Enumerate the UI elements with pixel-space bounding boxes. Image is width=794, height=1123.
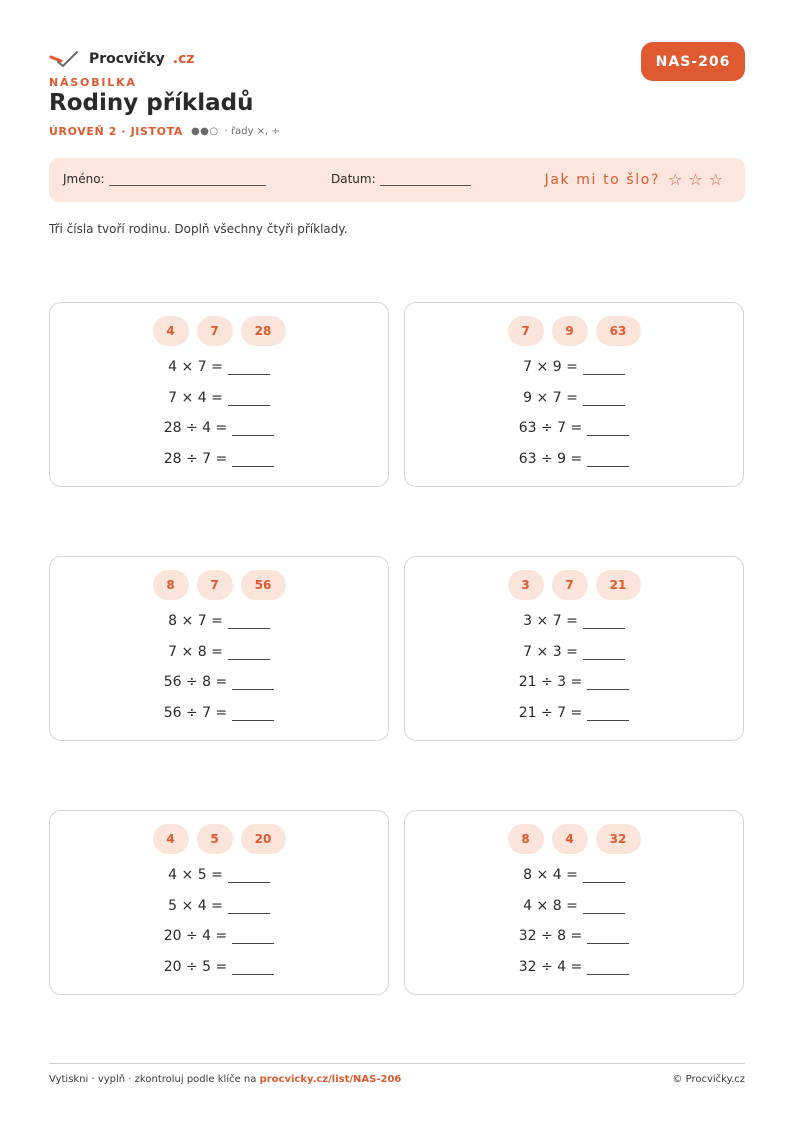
equation-text: 7 × 3 = xyxy=(523,644,578,660)
equation-text: 32 ÷ 8 = xyxy=(518,928,583,944)
equation-text: 9 × 7 = xyxy=(523,390,578,406)
equation-text: 21 ÷ 3 = xyxy=(518,674,583,690)
level-dots: ●●○ xyxy=(190,126,219,137)
answer-blank[interactable] xyxy=(232,455,274,467)
date-label: Datum: xyxy=(331,172,376,186)
family-number: 9 xyxy=(552,316,588,346)
equation-text: 3 × 7 = xyxy=(523,613,578,629)
answer-blank[interactable] xyxy=(587,709,629,721)
footer-instructions xyxy=(49,1074,401,1085)
equation xyxy=(405,420,743,436)
equation xyxy=(50,451,388,467)
answer-blank[interactable] xyxy=(232,424,274,436)
family-number: 21 xyxy=(596,570,641,600)
brand-tld: .cz xyxy=(172,51,195,67)
equation-text: 28 ÷ 7 = xyxy=(163,451,228,467)
answer-blank[interactable] xyxy=(583,617,625,629)
equation xyxy=(50,705,388,721)
family-card xyxy=(49,810,389,995)
equation-text: 56 ÷ 8 = xyxy=(163,674,228,690)
family-number: 8 xyxy=(508,824,544,854)
equation xyxy=(405,359,743,375)
equation-text: 32 ÷ 4 = xyxy=(518,959,583,975)
self-assessment-label: Jak mi to šlo? xyxy=(544,171,660,188)
answer-blank[interactable] xyxy=(583,902,625,914)
family-card xyxy=(49,302,389,487)
family-number: 5 xyxy=(197,824,233,854)
equation xyxy=(50,898,388,914)
answer-blank[interactable] xyxy=(583,871,625,883)
equation-text: 56 ÷ 7 = xyxy=(163,705,228,721)
brand-name: Procvičky xyxy=(89,51,165,67)
equation-text: 4 × 5 = xyxy=(168,867,223,883)
answer-blank[interactable] xyxy=(587,963,629,975)
family-number: 7 xyxy=(508,316,544,346)
answer-blank[interactable] xyxy=(583,394,625,406)
equation xyxy=(405,959,743,975)
date-field xyxy=(331,172,471,186)
name-field xyxy=(63,172,266,186)
answer-blank[interactable] xyxy=(587,678,629,690)
star-rating-icon[interactable]: ☆☆☆ xyxy=(667,170,729,189)
family-card xyxy=(404,556,744,741)
level-line xyxy=(49,125,280,138)
family-number: 4 xyxy=(552,824,588,854)
answer-blank[interactable] xyxy=(583,363,625,375)
equation xyxy=(50,928,388,944)
equation xyxy=(50,867,388,883)
level-label: ÚROVEŇ 2 · JISTOTA xyxy=(49,125,183,138)
answer-blank[interactable] xyxy=(232,709,274,721)
answer-blank[interactable] xyxy=(587,424,629,436)
name-line[interactable] xyxy=(109,174,266,186)
equation-text: 4 × 8 = xyxy=(523,898,578,914)
equation-text: 63 ÷ 7 = xyxy=(518,420,583,436)
family-number: 63 xyxy=(596,316,641,346)
equation xyxy=(405,644,743,660)
family-number: 4 xyxy=(153,824,189,854)
equation xyxy=(50,420,388,436)
family-card xyxy=(49,556,389,741)
family-card xyxy=(404,810,744,995)
equation xyxy=(50,359,388,375)
category-kicker: NÁSOBILKA xyxy=(49,76,137,89)
answer-blank[interactable] xyxy=(228,902,270,914)
number-family xyxy=(405,824,743,854)
answer-blank[interactable] xyxy=(228,394,270,406)
footer-text: Vytiskni · vyplň · zkontroluj podle klíče na xyxy=(49,1074,257,1085)
name-label: Jméno: xyxy=(63,172,105,186)
equation-text: 20 ÷ 5 = xyxy=(163,959,228,975)
date-line[interactable] xyxy=(380,174,471,186)
equation-text: 63 ÷ 9 = xyxy=(518,451,583,467)
level-extra: · řady ×, ÷ xyxy=(224,126,280,137)
equation-text: 7 × 4 = xyxy=(168,390,223,406)
equation-text: 8 × 4 = xyxy=(523,867,578,883)
answer-blank[interactable] xyxy=(232,963,274,975)
family-number: 32 xyxy=(596,824,641,854)
equation xyxy=(50,390,388,406)
answer-blank[interactable] xyxy=(232,932,274,944)
answer-blank[interactable] xyxy=(232,678,274,690)
family-number: 28 xyxy=(241,316,286,346)
equation-text: 8 × 7 = xyxy=(168,613,223,629)
footer-copyright: © Procvičky.cz xyxy=(672,1074,745,1085)
family-number: 7 xyxy=(197,570,233,600)
answer-key-link[interactable]: procvicky.cz/list/NAS-206 xyxy=(259,1074,402,1085)
number-family xyxy=(405,570,743,600)
family-number: 20 xyxy=(241,824,286,854)
equation xyxy=(405,928,743,944)
number-family xyxy=(50,824,388,854)
equation xyxy=(405,674,743,690)
equation xyxy=(405,613,743,629)
answer-blank[interactable] xyxy=(228,617,270,629)
family-number: 8 xyxy=(153,570,189,600)
instructions: Tři čísla tvoří rodinu. Doplň všechny čtyři příklady. xyxy=(49,222,348,236)
equation xyxy=(405,705,743,721)
equation xyxy=(50,644,388,660)
family-number: 7 xyxy=(552,570,588,600)
answer-blank[interactable] xyxy=(583,648,625,660)
answer-blank[interactable] xyxy=(228,648,270,660)
equation xyxy=(50,674,388,690)
equation xyxy=(50,613,388,629)
equation xyxy=(50,959,388,975)
number-family xyxy=(50,316,388,346)
equation xyxy=(405,451,743,467)
family-number: 7 xyxy=(197,316,233,346)
self-assessment xyxy=(545,170,729,189)
family-number: 56 xyxy=(241,570,286,600)
brand xyxy=(49,48,195,70)
equation xyxy=(405,390,743,406)
pencil-check-logo-icon xyxy=(49,49,79,69)
equation-text: 5 × 4 = xyxy=(168,898,223,914)
answer-blank[interactable] xyxy=(587,455,629,467)
equation-text: 20 ÷ 4 = xyxy=(163,928,228,944)
equation-text: 21 ÷ 7 = xyxy=(518,705,583,721)
footer-divider xyxy=(49,1063,745,1064)
equation-text: 28 ÷ 4 = xyxy=(163,420,228,436)
answer-blank[interactable] xyxy=(587,932,629,944)
page-title: Rodiny příkladů xyxy=(49,90,254,116)
equation-text: 4 × 7 = xyxy=(168,359,223,375)
number-family xyxy=(50,570,388,600)
answer-blank[interactable] xyxy=(228,871,270,883)
family-card xyxy=(404,302,744,487)
equation xyxy=(405,898,743,914)
equation-text: 7 × 9 = xyxy=(523,359,578,375)
family-number: 3 xyxy=(508,570,544,600)
equation xyxy=(405,867,743,883)
info-bar xyxy=(49,158,745,202)
family-number: 4 xyxy=(153,316,189,346)
number-family xyxy=(405,316,743,346)
equation-text: 7 × 8 = xyxy=(168,644,223,660)
worksheet-code-badge: NAS-206 xyxy=(641,42,745,81)
answer-blank[interactable] xyxy=(228,363,270,375)
